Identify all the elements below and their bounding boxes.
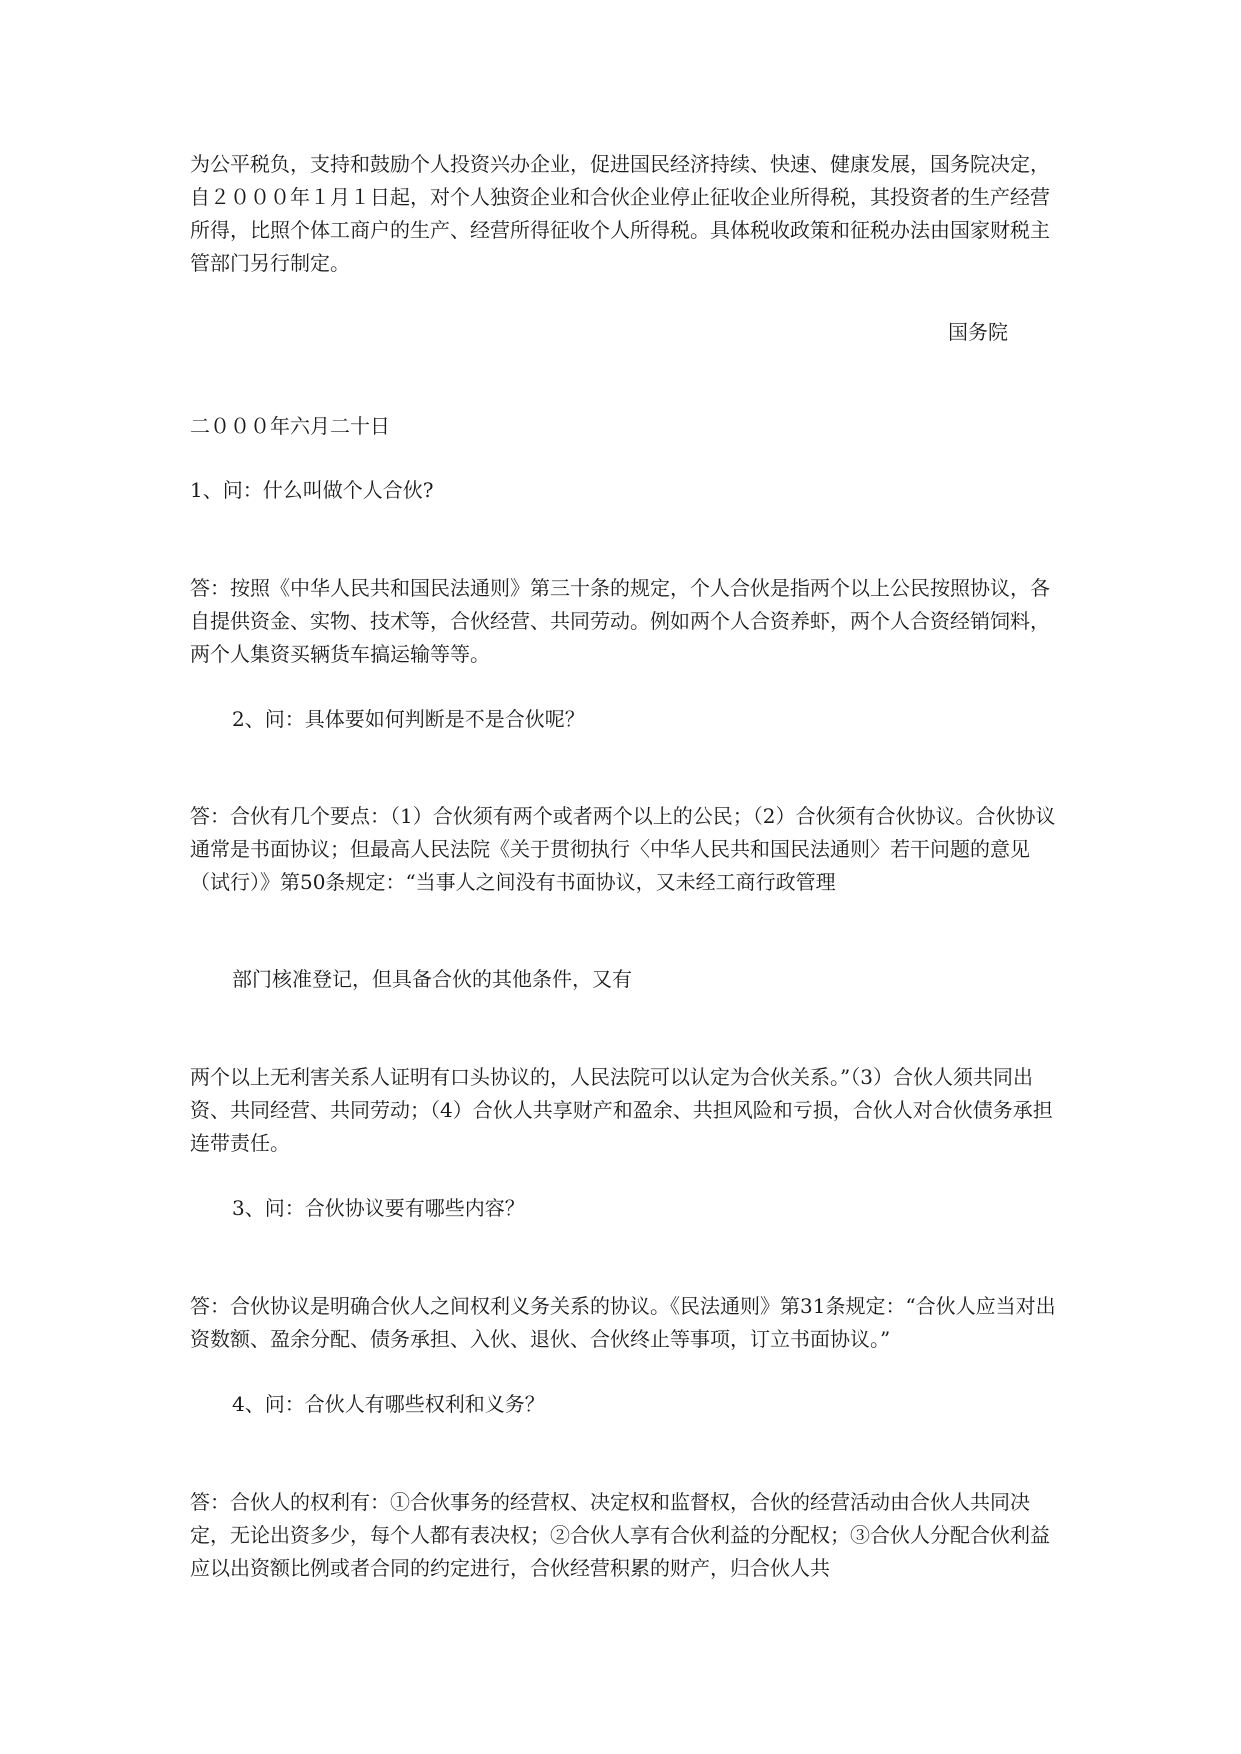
intro-paragraph: 为公平税负，支持和鼓励个人投资兴办企业，促进国民经济持续、快速、健康发展，国务院决定，自２０００年１月１日起，对个人独资企业和合伙企业停止征收企业所得税，其投资者的生产经营所得，比照个体工商户的生产、经营所得征收个人所得税。具体税收政策和征税办法由国家财税主管部门另行制定。 xyxy=(190,152,1050,275)
question-2: 2、问：具体要如何判断是不是合伙呢？ xyxy=(232,707,585,731)
answer-2-part-3: 两个以上无利害关系人证明有口头协议的，人民法院可以认定为合伙关系。”（3）合伙人须共同出资、共同经营、共同劳动；（4）合伙人共享财产和盈余、共担风险和亏损，合伙人对合伙债务承担连带责任。 xyxy=(190,1065,1053,1155)
question-1: 1、问：什么叫做个人合伙? xyxy=(190,478,434,502)
answer-4: 答：合伙人的权利有：①合伙事务的经营权、决定权和监督权，合伙的经营活动由合伙人共同决定，无论出资多少，每个人都有表决权；②合伙人享有合伙利益的分配权；③合伙人分配合伙利益应以出资额比例或者合同的约定进行，合伙经营积累的财产，归合伙人共 xyxy=(190,1490,1050,1580)
answer-3: 答：合伙协议是明确合伙人之间权利义务关系的协议。《民法通则》第31条规定：“合伙人应当对出资数额、盈余分配、债务承担、入伙、退伙、合伙终止等事项，订立书面协议。” xyxy=(190,1294,1056,1351)
answer-2-part-2: 部门核准登记，但具备合伙的其他条件，又有 xyxy=(232,967,632,991)
answer-2-part-1: 答：合伙有几个要点：（1）合伙须有两个或者两个以上的公民；（2）合伙须有合伙协议。合伙协议通常是书面协议；但最高人民法院《关于贯彻执行〈中华人民共和国民法通则〉若干问题的意见（试行）》第50条规定：“当事人之间没有书面协议，又未经工商行政管理 xyxy=(190,804,1056,894)
question-3: 3、问：合伙协议要有哪些内容？ xyxy=(232,1196,525,1220)
signature-issuer: 国务院 xyxy=(948,320,1008,344)
question-4: 4、问：合伙人有哪些权利和义务？ xyxy=(232,1392,545,1416)
answer-1: 答：按照《中华人民共和国民法通则》第三十条的规定，个人合伙是指两个以上公民按照协议，各自提供资金、实物、技术等，合伙经营、共同劳动。例如两个人合资养虾，两个人合资经销饲料，两个人集资买辆货车搞运输等等。 xyxy=(190,576,1050,666)
issue-date: 二０００年六月二十日 xyxy=(190,414,390,438)
